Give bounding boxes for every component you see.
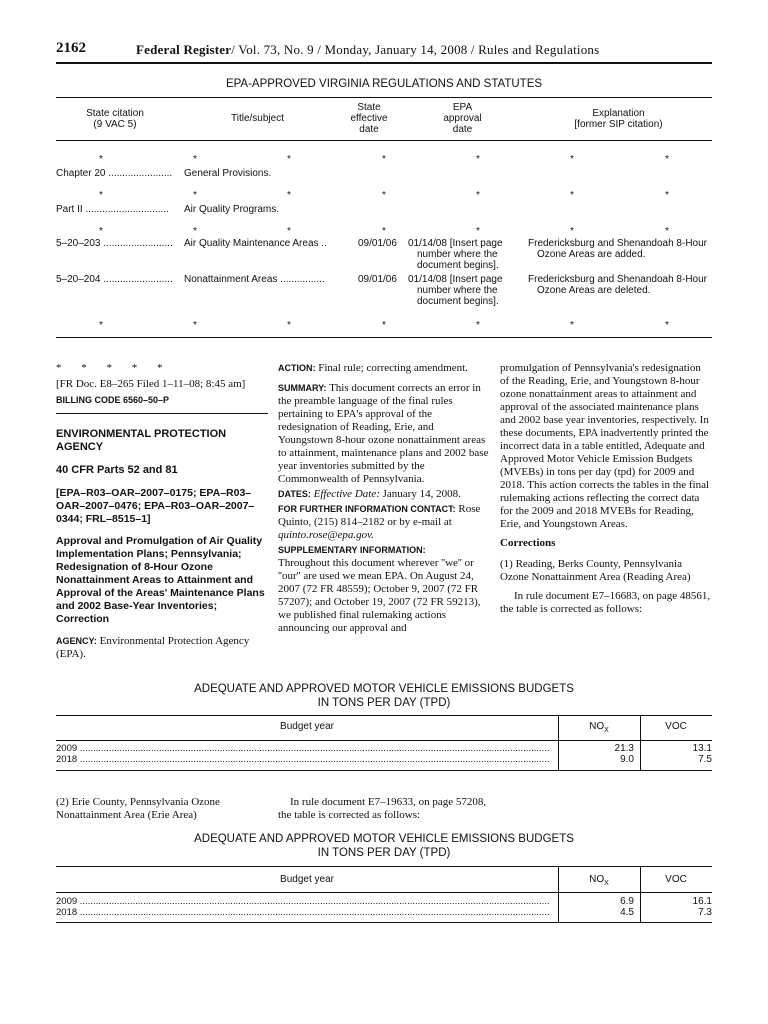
va-stars-row-2: * * * * * * * <box>99 190 669 201</box>
va-row-203-citation: 5–20–203 ......................... <box>56 238 173 249</box>
page-number: 2162 <box>56 40 86 56</box>
budget-table-1-nox-header: $NO_X$ <box>589 721 609 734</box>
va-stars-row-3: * * * * * * * <box>99 226 669 237</box>
va-row-chapter20-citation: Chapter 20 ....................... <box>56 168 173 179</box>
budget-table-1-voc-header: VOC <box>665 721 687 732</box>
supplementary-paragraph: Throughout this document wherever ''we'' or ''our'' are used we mean EPA. On August 24, 2007 (72 FR 48559); October 9, 2007 (72 FR 57207); and October 19, 2007 (72 FR 59213), we published final rulemaking actions announcing our approval and <box>278 557 481 634</box>
budget-table-2-years <box>56 896 556 918</box>
column-1-rule <box>56 413 268 414</box>
va-row-204-epa-date: 01/14/08 [Insert page number where the document begins]. <box>408 274 503 307</box>
docket-numbers: [EPA–R03–OAR–2007–0175; EPA–R03–OAR–2007–0476; EPA–R03–OAR–2007–0344; FRL–8515–1] <box>56 487 255 525</box>
issue-citation: / Vol. 73, No. 9 / Monday, January 14, 2008 / Rules and Regulations <box>231 42 600 57</box>
contact-paragraph: FOR FURTHER INFORMATION CONTACT: Rose Quinto, (215) 814–2182 or by e-mail at quinto.rose@epa.gov. <box>278 503 481 541</box>
budget-table-2-nox-values: 6.9 4.5 <box>620 896 634 918</box>
va-row-part2-citation: Part II .............................. <box>56 204 169 215</box>
table-row: 2009 .................................................................................................................................................................................. <box>56 896 550 907</box>
column-1-body <box>56 428 268 661</box>
va-row-203-state-date: 09/01/06 <box>358 238 397 249</box>
va-table-caption: EPA-APPROVED VIRGINIA REGULATIONS AND STATUTES <box>225 78 543 90</box>
header-rule <box>56 62 712 64</box>
va-stars-row-1: * * * * * * * <box>99 154 669 165</box>
va-row-203-title: Air Quality Maintenance Areas .. <box>184 238 327 249</box>
va-row-203-epa-date: 01/14/08 [Insert page number where the document begins]. <box>408 238 503 271</box>
table-row: 2009 .................................................................................................................................................................................. <box>56 743 550 754</box>
va-row-204-state-date: 09/01/06 <box>358 274 397 285</box>
action-line: ACTION: Final rule; correcting amendment. <box>278 362 468 374</box>
va-stars-row-4: * * * * * * * <box>99 320 669 331</box>
budget-table-1-nox-values: 21.3 9.0 <box>614 743 634 765</box>
erie-area-item: (2) Erie County, Pennsylvania Ozone Nonattainment Area (Erie Area) <box>56 796 220 821</box>
agency-line: AGENCY: Environmental Protection Agency (EPA). <box>56 635 250 660</box>
va-header-epa-date: EPA approval date <box>443 102 482 135</box>
column-2 <box>278 362 490 635</box>
va-row-204-title: Nonattainment Areas ................ <box>184 274 325 285</box>
rule-title: Approval and Promulgation of Air Quality Implementation Plans; Pennsylvania; Redesignation of 8-Hour Ozone Nonattainment Areas to Attainment and Approval of the Areas' Maintenance Plans and 2002 Base-Year Inventories; Correction <box>56 535 265 625</box>
section-stars: * * * * * <box>56 362 164 374</box>
fr-doc-line: [FR Doc. E8–265 Filed 1–11–08; 8:45 am] <box>56 378 246 390</box>
budget-table-1-header-rule <box>56 740 712 741</box>
cfr-parts: 40 CFR Parts 52 and 81 <box>56 464 178 476</box>
budget-table-1-voc-values: 13.1 7.5 <box>692 743 712 765</box>
promulgation-paragraph: promulgation of Pennsylvania's redesignation of the Reading, Erie, and Youngstown 8-hour ozone nonattainment areas to attainment and approval of the associated maintenance plans and 2002 base year inventories, respectively. In these documents, EPA inadvertently printed the incorrect data in a table entitled, Adequate and Approved Motor Vehicle Emission Budgets (MVEBs) in tons per day (tpd) for 2009 and 2018. This action corrects the tables in the final rulemaking actions reflecting the correct data for the 2009 and 2018 MVEBs for Reading, Erie, and Youngstown Areas. <box>500 362 710 530</box>
budget-table-2-bottom-rule <box>56 922 712 923</box>
budget-table-1-top-rule <box>56 715 712 716</box>
budget-table-2-voc-values: 16.1 7.3 <box>692 896 712 918</box>
va-table-bottom-rule <box>56 337 712 338</box>
supplementary-heading: SUPPLEMENTARY INFORMATION: <box>278 545 426 555</box>
table-row: 2018 .................................................................................................................................................................................. <box>56 754 550 765</box>
contact-email[interactable]: quinto.rose@epa.gov. <box>278 529 374 541</box>
budget-table-1-caption: ADEQUATE AND APPROVED MOTOR VEHICLE EMISSIONS BUDGETS IN TONS PER DAY (TPD) <box>194 683 574 709</box>
va-header-rule <box>56 140 712 141</box>
budget-table-2-caption: ADEQUATE AND APPROVED MOTOR VEHICLE EMISSIONS BUDGETS IN TONS PER DAY (TPD) <box>194 833 574 859</box>
va-row-204-explanation: Fredericksburg and Shenandoah 8-Hour Ozone Areas are deleted. <box>528 274 707 296</box>
reading-area-item: (1) Reading, Berks County, Pennsylvania Ozone Nonattainment Area (Reading Area) <box>500 558 691 583</box>
summary-paragraph: SUMMARY: This document corrects an error in the preamble language of the final rules pertaining to EPA's approval of the redesignation of Reading, Erie, and Youngstown 8-hour ozone nonattainment areas to attainment, maintenance plans and 2002 base year inventories submitted by the Commonwealth of Pennsylvania. <box>278 382 489 485</box>
va-header-citation: State citation (9 VAC 5) <box>86 108 144 130</box>
column-1 <box>56 362 268 407</box>
budget-table-2-header-rule <box>56 892 712 893</box>
reading-area-text: In rule document E7–16683, on page 48561, the table is corrected as follows: <box>500 590 711 615</box>
budget-table-2-nox-header: $NO_X$ <box>589 874 609 887</box>
table-row: 2018 .................................................................................................................................................................................. <box>56 907 550 918</box>
budget-table-2-year-header: Budget year <box>280 874 334 885</box>
publication-name: Federal Register <box>136 42 232 57</box>
budget-table-1-year-header: Budget year <box>280 721 334 732</box>
budget-table-1-years <box>56 743 556 765</box>
va-header-title: Title/subject <box>231 113 284 124</box>
va-row-part2-title: Air Quality Programs. <box>184 204 280 215</box>
va-row-chapter20-title: General Provisions. <box>184 168 272 179</box>
budget-table-1-bottom-rule <box>56 770 712 771</box>
dates-line: DATES: Effective Date: January 14, 2008. <box>278 488 461 500</box>
va-row-203-explanation: Fredericksburg and Shenandoah 8-Hour Ozone Areas are added. <box>528 238 707 260</box>
running-header <box>136 42 599 58</box>
budget-table-2-voc-header: VOC <box>665 874 687 885</box>
va-header-explanation: Explanation [former SIP citation) <box>574 108 663 130</box>
va-row-204-citation: 5–20–204 ......................... <box>56 274 173 285</box>
corrections-heading: Corrections <box>500 537 556 549</box>
agency-heading: ENVIRONMENTAL PROTECTION AGENCY <box>56 428 227 453</box>
erie-area-text: In rule document E7–19633, on page 57208, the table is corrected as follows: <box>278 796 487 821</box>
billing-code: BILLING CODE 6560–50–P <box>56 395 170 405</box>
va-header-state-date: State effective date <box>350 102 388 135</box>
va-table-top-rule <box>56 97 712 98</box>
column-3 <box>500 362 712 616</box>
budget-table-2-top-rule <box>56 866 712 867</box>
